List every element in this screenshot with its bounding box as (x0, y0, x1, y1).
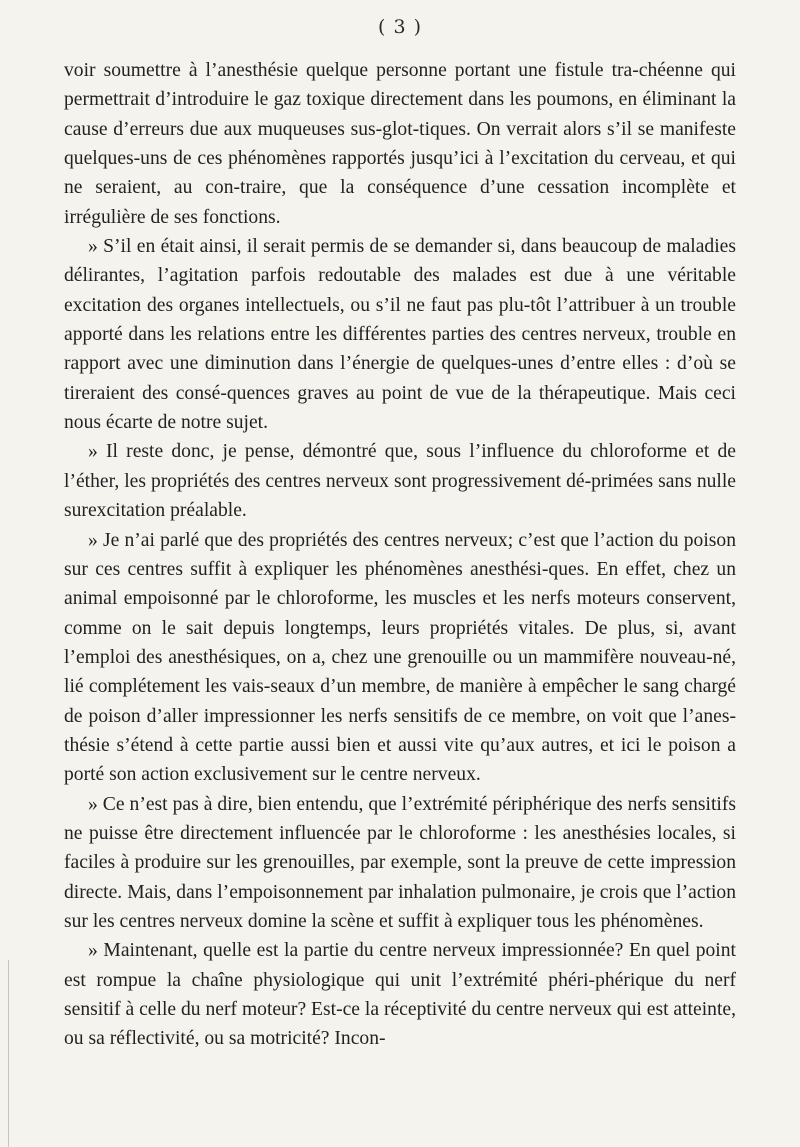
paragraph-3: » Il reste donc, je pense, démontré que, sous l’influence du chloroforme et de l’éther, les propriétés des centres nerveux sont progressivement dé-primées sans nulle surexcitation préalable. (64, 441, 736, 522)
page-edge-line (8, 960, 9, 1147)
body-text (64, 56, 736, 1054)
paragraph-5: » Ce n’est pas à dire, bien entendu, que l’extrémité périphérique des nerfs sensitifs ne puisse être directement influencée par le chloroforme : les anesthésies locales, si faciles à produire sur les grenouilles, par exemple, sont la preuve de cette impression directe. Mais, dans l’empoisonnement par inhalation pulmonaire, je crois que l’action sur les centres nerveux domine la scène et suffit à expliquer tous les phénomènes. (64, 793, 736, 932)
paragraph-2: » S’il en était ainsi, il serait permis de se demander si, dans beaucoup de maladies délirantes, l’agitation parfois redoutable des malades est due à une véritable excitation des organes intellectuels, ou s’il ne faut pas plu-tôt l’attribuer à un trouble apporté dans les relations entre les différentes parties des centres nerveux, trouble en rapport avec une diminution dans l’énergie de quelques-unes d’entre elles : d’où se tireraient des consé-quences graves au point de vue de la thérapeutique. Mais ceci nous écarte de notre sujet. (64, 236, 736, 434)
page-number: ( 3 ) (378, 16, 422, 38)
paragraph-4: » Je n’ai parlé que des propriétés des centres nerveux; c’est que l’action du poison sur ces centres suffit à expliquer les phénomènes anesthési-ques. En effet, chez un animal empoisonné par le chloroforme, les muscles et les nerfs moteurs conservent, comme on le sait depuis longtemps, leurs propriétés vitales. De plus, si, avant l’emploi des anesthésiques, on a, chez une grenouille ou un mammifère nouveau-né, lié complétement les vais-seaux d’un membre, de manière à empêcher le sang chargé de poison d’aller impressionner les nerfs sensitifs de ce membre, on voit que l’anes-thésie s’étend à cette partie aussi bien et aussi vite qu’aux autres, et ici le poison a porté son action exclusivement sur le centre nerveux. (64, 529, 736, 786)
paragraph-6: » Maintenant, quelle est la partie du centre nerveux impressionnée? En quel point est rompue la chaîne physiologique qui unit l’extrémité phéri-phérique du nerf sensitif à celle du nerf moteur? Est-ce la réceptivité du centre nerveux qui est atteinte, ou sa réflectivité, ou sa motricité? Incon- (64, 940, 736, 1050)
paragraph-1: voir soumettre à l’anesthésie quelque personne portant une fistule tra-chéenne qui permettrait d’introduire le gaz toxique directement dans les poumons, en éliminant la cause d’erreurs due aux muqueuses sus-glot-tiques. On verrait alors s’il se manifeste quelques-uns de ces phénomènes rapportés jusqu’ici à l’excitation du cerveau, et qui ne seraient, au con-traire, que la conséquence d’une cessation incomplète et irrégulière de ses fonctions. (64, 60, 736, 228)
